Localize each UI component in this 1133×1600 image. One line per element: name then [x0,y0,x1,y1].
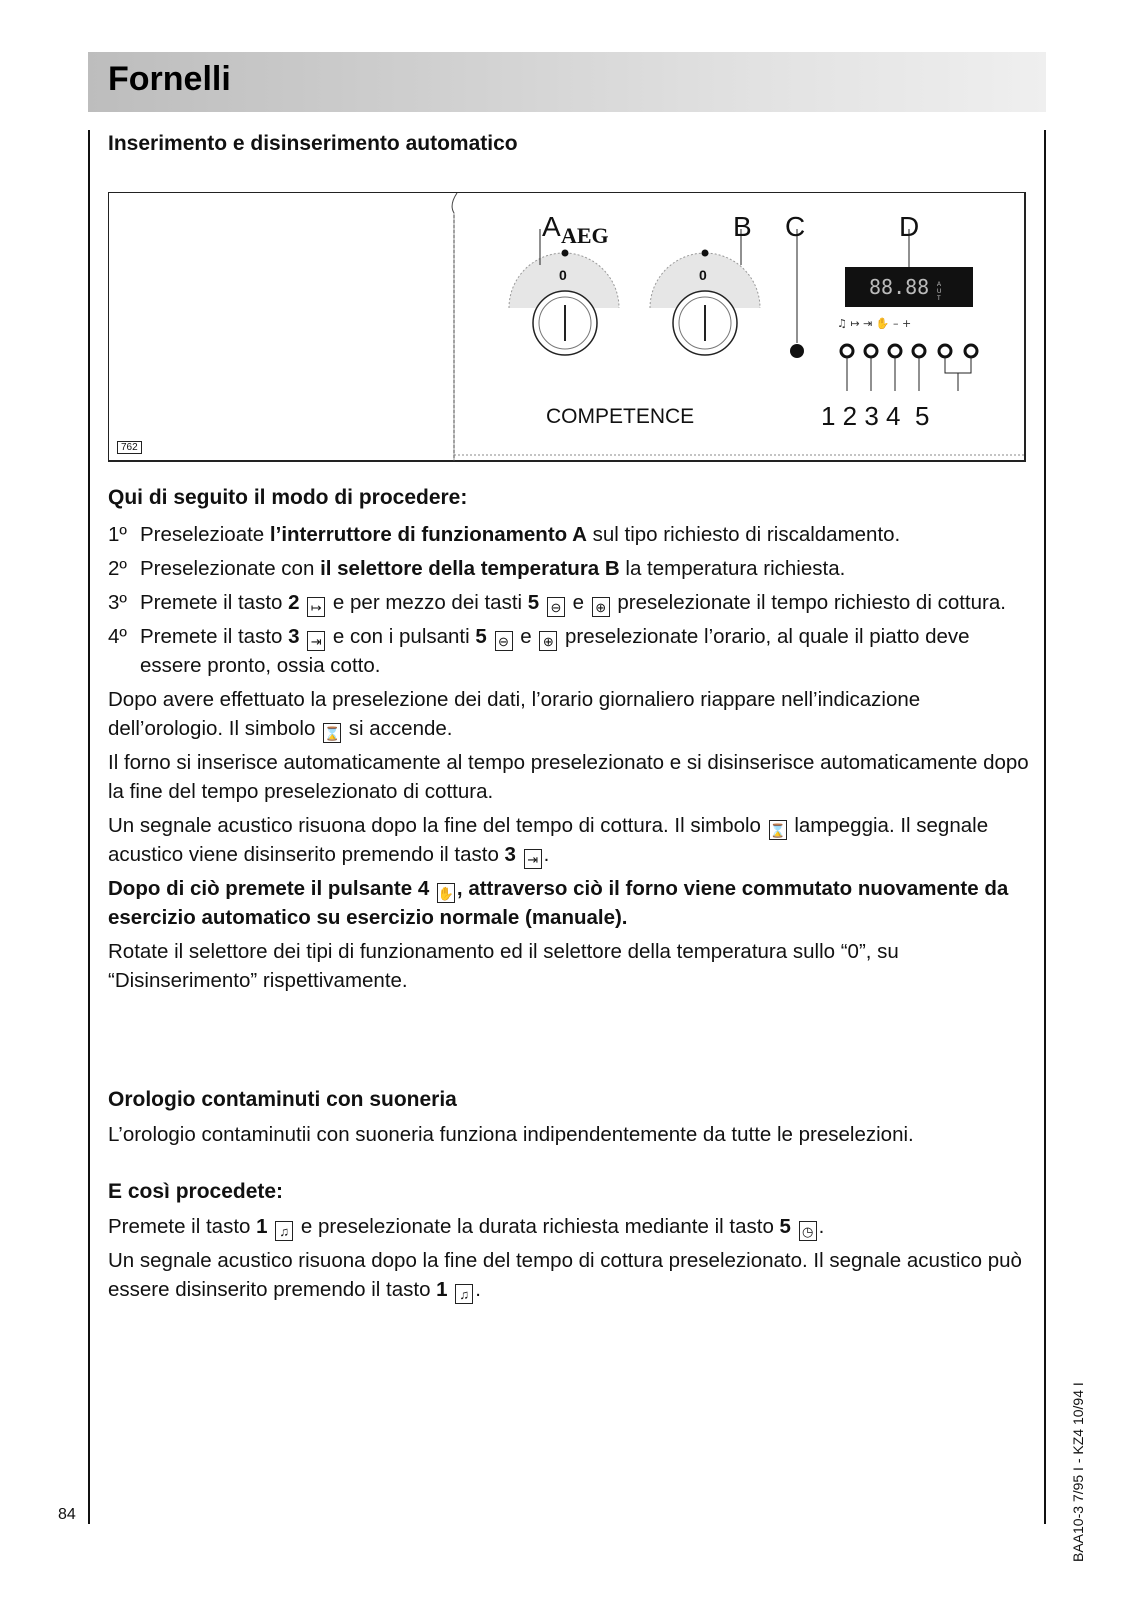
key-plus-icon: ⊕ [539,631,557,651]
svg-text:T: T [937,296,941,302]
key-bell-icon: ♫ [275,1221,293,1241]
step-3: 3º Premete il tasto 2 ↦ e per mezzo dei tasti 5 ⊖ e ⊕ preselezionate il tempo richiesto di cottura. [108,591,1006,615]
paragraph-display: Dopo avere effettuato la preselezione dei dati, l’orario giornaliero riappare nell’indicazione dell’orologio. Il simbolo ⌛ si accende. [108,688,921,741]
svg-text:88.88: 88.88 [869,275,930,299]
document-reference: BAA10-3 7/95 I - KZ4 10/94 I [1070,1382,1086,1562]
aeg-logo: AEG [561,223,609,248]
button-numbers: 1 2 3 4 5 [821,401,930,431]
control-panel-figure [108,192,1026,462]
indicator-lamp-c [790,229,804,358]
page-number: 84 [58,1506,76,1523]
timer-subtitle: E così procedete: [108,1180,284,1203]
key-plus-icon: ⊕ [592,597,610,617]
paragraph-signal: Un segnale acustico risuona dopo la fine del tempo di cottura. Il simbolo ⌛ lampeggia. Il segnale acustico viene disinserito premendo il tasto 3 ⇥ . [108,814,989,867]
key-bell-icon: ♫ [455,1284,473,1304]
procedure-title: Qui di seguito il modo di procedere: [108,486,468,509]
key-minus-icon: ⊖ [547,597,565,617]
auto-symbol-icon: ⌛ [323,723,341,743]
clock-display-d [837,229,973,330]
header-band [88,52,1046,112]
timer-step-set: Premete il tasto 1 ♫ e preselezionate la durata richiesta mediante il tasto 5 ◷ . [108,1215,825,1239]
label-c: C [785,211,806,242]
key-minus-icon: ⊖ [495,631,513,651]
key-duration-icon: ↦ [307,597,325,617]
clock-buttons [841,345,977,391]
paragraph-rotate: Rotate il selettore dei tipi di funzionamento ed il selettore della temperatura sullo “0”, su “Disinserimento” rispettivamente. [108,940,899,992]
model-name: COMPETENCE [546,405,695,428]
section-title-automatic: Inserimento e disinserimento automatico [108,132,518,155]
section-title-timer: Orologio contaminuti con suoneria [108,1088,457,1111]
svg-text:U: U [937,289,942,295]
key-clock-icon: ◷ [799,1221,817,1241]
page-title: Fornelli [108,60,231,98]
knob-b [650,229,760,355]
svg-text:♫ ↦ ⇥ ✋ – +: ♫ ↦ ⇥ ✋ – + [837,317,912,330]
label-a: A [542,211,561,242]
step-2: 2º Preselezionate con il selettore della temperatura B la temperatura richiesta. [108,557,846,580]
timer-description: L’orologio contaminutii con suoneria funziona indipendentemente da tutte le preselezioni. [108,1123,914,1146]
step-4: 4º Premete il tasto 3 ⇥ e con i pulsanti 5 ⊖ e ⊕ preselezionate l’orario, al quale il piatto deve essere pronto, ossia cotto. [108,625,970,677]
knob-b-zero: 0 [699,267,707,283]
knob-a-zero: 0 [559,267,567,283]
timer-step-signal: Un segnale acustico risuona dopo la fine del tempo di cottura preselezionato. Il segnale acustico può essere disinserito premendo il tasto 1 ♫ . [108,1249,1022,1302]
label-b: B [733,211,752,242]
paragraph-manual: Dopo di ciò premete il pulsante 4 ✋ , attraverso ciò il forno viene commutato nuovamente da esercizio automatico su esercizio normale (manuale). [108,877,1009,929]
label-d: D [899,211,920,242]
procedure-steps [108,520,1032,995]
auto-symbol-icon: ⌛ [769,820,787,840]
step-1: 1º Preselezioate l’interruttore di funzionamento A sul tipo richiesto di riscaldamento. [108,523,901,546]
key-end-time-icon: ⇥ [524,849,542,869]
timer-steps [108,1212,1032,1304]
key-end-time-icon: ⇥ [307,631,325,651]
right-margin-rule [1044,130,1046,1524]
paragraph-automatic: Il forno si inserisce automaticamente al tempo preselezionato e si disinserisce automaticamente dopo la fine del tempo preselezionato di cottura. [108,751,1029,803]
svg-text:A: A [937,282,942,288]
key-manual-icon: ✋ [437,883,455,903]
figure-number: 762 [117,441,142,454]
left-margin-rule [88,130,90,1524]
